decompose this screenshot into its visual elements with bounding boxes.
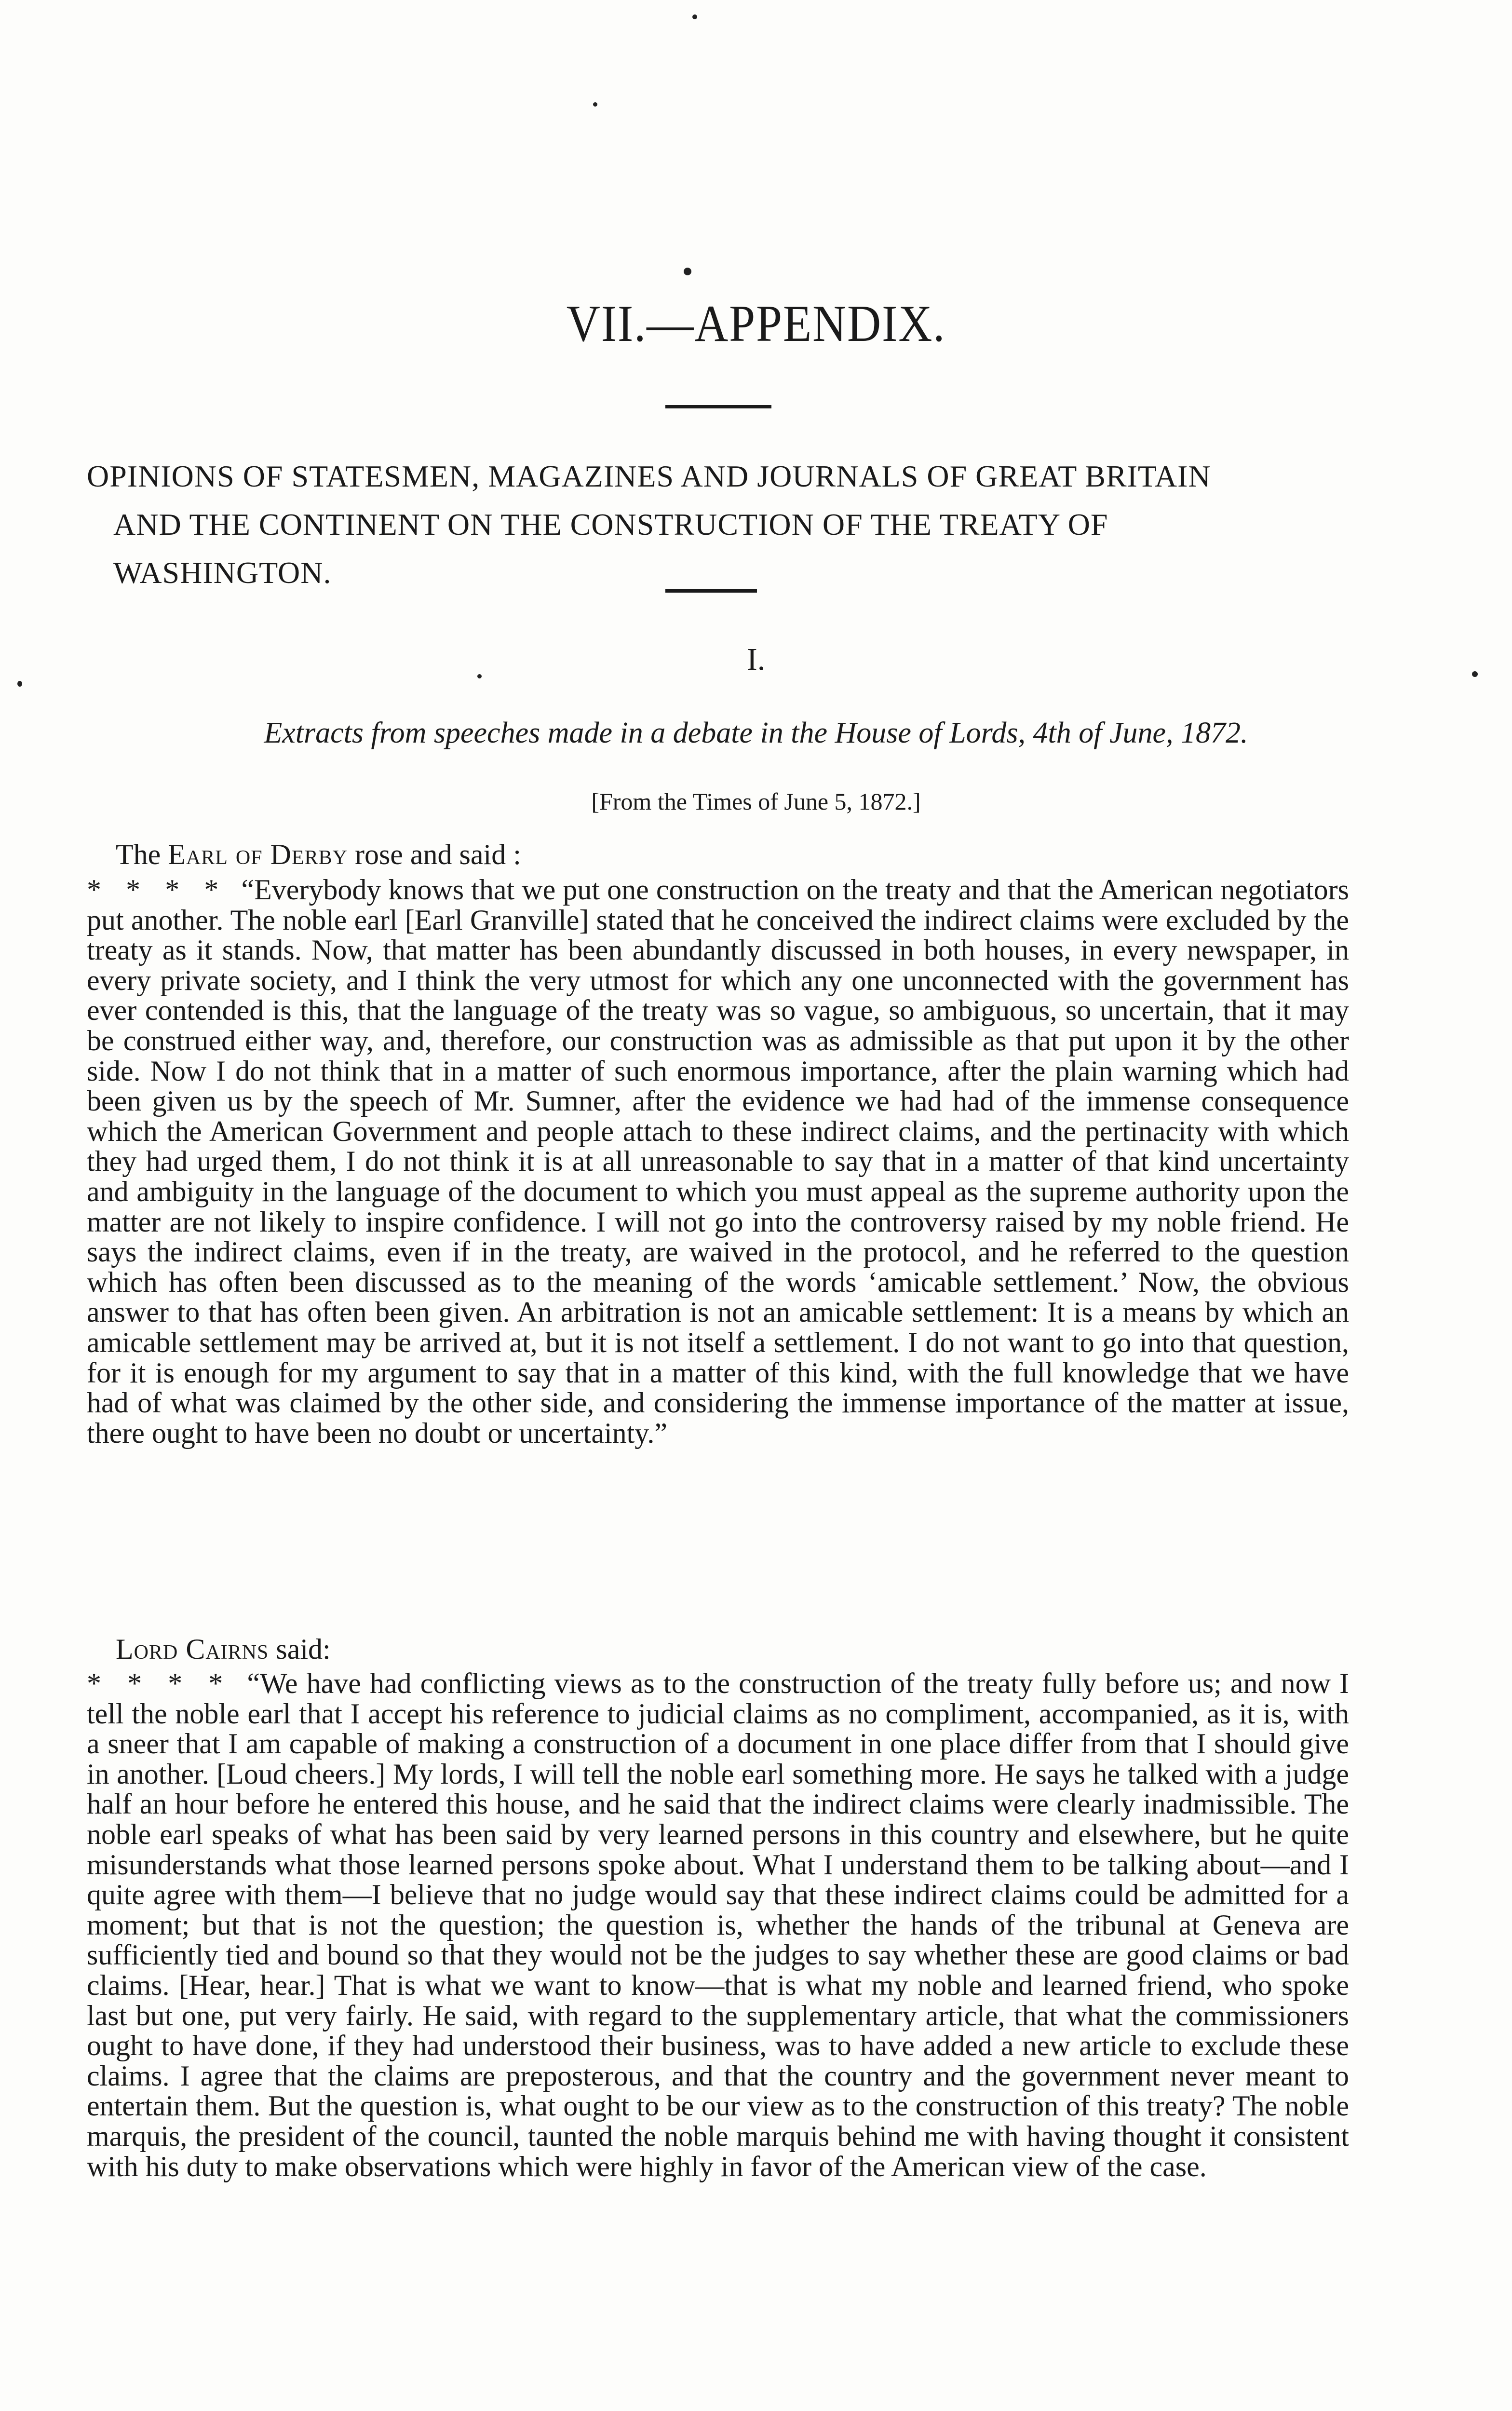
section-heading <box>87 452 1364 597</box>
print-speck <box>17 681 22 687</box>
speech-text: “We have had conflicting views as to the construction of the treaty fully before us; and now I tell the noble earl that I accept his reference to judicial claims as no compliment, accompanied, as it is, with a sneer that I am capable of making a construction of a document in one place differ from that I should give in another. [Loud cheers.] My lords, I will tell the noble earl something more. He says he talked with a judge half an hour before he entered this house, and he said that the indirect claims were clearly inadmissible. The noble earl speaks of what has been said by very learned persons in this country and elsewhere, but he quite misunderstands what those learned persons spoke about. What I understand them to be talking about—and I quite agree with them—I believe that no judge would say that these indirect claims could be admitted for a moment; but that is not the question; the question is, whether the hands of the tribunal at Geneva are sufficiently tied and bound so that they would not be the judges to say whether these are good claims or bad claims. [Hear, hear.] That is what we want to know—that is what my noble and learned friend, who spoke last but one, put very fairly. He said, with regard to the supplementary article, that what the commissioners ought to have done, if they had understood their business, was to have added a new article to exclude these claims. I agree that the claims are preposterous, and that the country and the government never meant to entertain them. But the question is, what ought to be our view as to the construction of this treaty? The noble marquis, the president of the council, taunted the noble marquis behind me with having thought it consistent with his duty to make observations which were highly in favor of the American view of the case. <box>87 1667 1349 2182</box>
speech-quote <box>87 875 1349 1448</box>
speech-text: “Everybody knows that we put one construction on the treaty and that the American negotiators put another. The noble earl [Earl Granville] stated that he conceived the indirect claims were excluded by the treaty as it stands. Now, that matter has been abundantly discussed in both houses, in every newspaper, in every private society, and I think the very utmost for which any one unconnected with the government has ever contended is this, that the language of the treaty was so vague, so ambiguous, so uncertain, that it may be construed either way, and, therefore, our construction was as admissible as that put upon it by the other side. Now I do not think that in a matter of such enormous importance, after the plain warning which had been given us by the speech of Mr. Sumner, after the evidence we had had of the immense consequence which the American Government and people attach to these indirect claims, and the pertinacity with which they had urged them, I do not think it is at all unreasonable to say that in a matter of that kind uncertainty and ambiguity in the language of the document to which you must appeal as the supreme authority upon the matter are not likely to inspire confidence. I will not go into the controversy raised by my noble friend. He says the indirect claims, even if in the treaty, are waived in the protocol, and he referred to the question which has often been discussed as to the meaning of the words ‘amicable settlement.’ Now, the obvious answer to that has often been given. An arbitration is not an amicable settlement: It is a means by which an amicable settlement may be arrived at, but it is not itself a settlement. I do not want to go into that question, for it is enough for my argument to say that in a matter of this kind, with the full knowledge that we have had of what was claimed by the other side, and considering the immense importance of the matter at issue, there ought to have been no doubt or uncertainty.” <box>87 874 1349 1449</box>
heading-line: OPINIONS OF STATESMEN, MAGAZINES AND JOURNALS OF GREAT BRITAIN <box>87 459 1211 493</box>
heading-divider <box>665 589 757 593</box>
speaker-intro <box>116 838 521 871</box>
heading-line: WASHINGTON. <box>113 555 332 590</box>
section-number: I. <box>746 642 766 677</box>
speaker-suffix: said: <box>276 1633 331 1665</box>
print-speck <box>692 14 697 19</box>
speaker-name: Lord Cairns <box>116 1633 269 1665</box>
speaker-intro <box>116 1633 331 1666</box>
title-divider <box>665 405 771 408</box>
print-speck <box>593 102 597 107</box>
speaker-prefix: The <box>116 839 161 870</box>
appendix-title: VII.—APPENDIX. <box>566 295 946 352</box>
speaker-name: Earl of Derby <box>168 839 348 870</box>
extract-title: Extracts from speeches made in a debate in the House of Lords, 4th of June, 1872. <box>264 717 1248 749</box>
heading-line: AND THE CONTINENT ON THE CONSTRUCTION OF THE TREATY OF <box>113 507 1108 542</box>
ellipsis-stars: * * * * <box>87 1667 232 1699</box>
speech-quote <box>87 1668 1349 2181</box>
ellipsis-stars: * * * * <box>87 874 228 906</box>
speaker-suffix: rose and said : <box>354 839 521 870</box>
print-speck <box>684 268 691 275</box>
source-citation: [From the Times of June 5, 1872.] <box>591 788 921 815</box>
